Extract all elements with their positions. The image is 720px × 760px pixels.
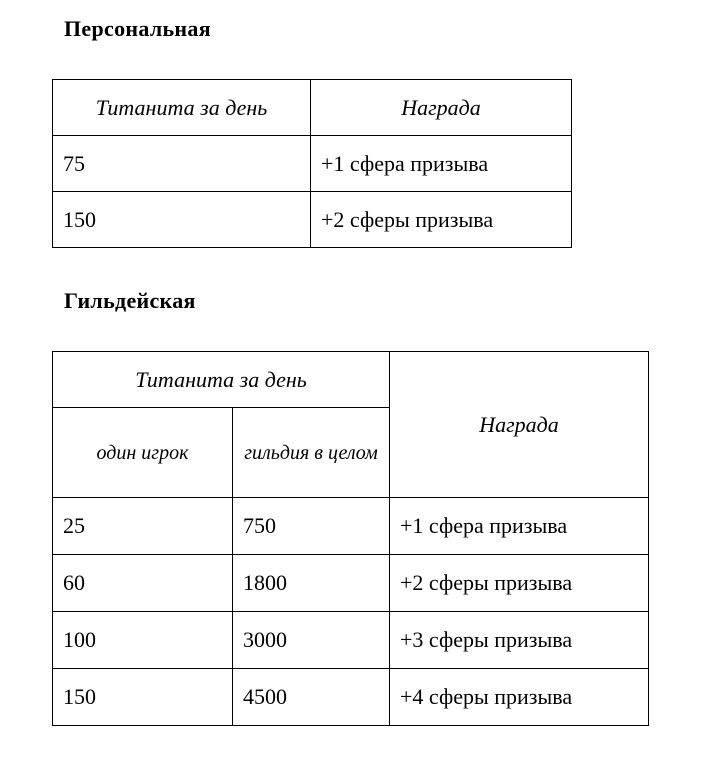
personal-reward-table: [52, 79, 572, 248]
table-row: [53, 192, 572, 248]
cell-titanite: 75: [53, 136, 311, 192]
table-row: [53, 612, 649, 669]
header-guild-total: гильдия в целом: [233, 408, 390, 498]
table-row: [53, 136, 572, 192]
table-header-row: [53, 80, 572, 136]
cell-reward: +2 сферы призыва: [311, 192, 572, 248]
cell-player-titanite: 25: [53, 498, 233, 555]
cell-titanite: 150: [53, 192, 311, 248]
table-header-row: [53, 352, 649, 408]
header-reward: Награда: [390, 352, 649, 498]
cell-guild-titanite: 4500: [233, 669, 390, 726]
table-row: [53, 498, 649, 555]
cell-player-titanite: 100: [53, 612, 233, 669]
cell-player-titanite: 150: [53, 669, 233, 726]
cell-player-titanite: 60: [53, 555, 233, 612]
table-row: [53, 669, 649, 726]
header-single-player: один игрок: [53, 408, 233, 498]
cell-guild-titanite: 1800: [233, 555, 390, 612]
guild-section-title: Гильдейская: [64, 288, 196, 313]
cell-guild-titanite: 750: [233, 498, 390, 555]
guild-reward-table: [52, 351, 649, 726]
cell-reward: +3 сферы призыва: [390, 612, 649, 669]
cell-guild-titanite: 3000: [233, 612, 390, 669]
header-titanite-per-day: Титанита за день: [53, 80, 311, 136]
table-row: [53, 555, 649, 612]
personal-section-title: Персональная: [64, 16, 211, 41]
header-reward: Награда: [311, 80, 572, 136]
cell-reward: +4 сферы призыва: [390, 669, 649, 726]
header-titanite-per-day: Титанита за день: [53, 352, 390, 408]
cell-reward: +2 сферы призыва: [390, 555, 649, 612]
cell-reward: +1 сфера призыва: [390, 498, 649, 555]
cell-reward: +1 сфера призыва: [311, 136, 572, 192]
